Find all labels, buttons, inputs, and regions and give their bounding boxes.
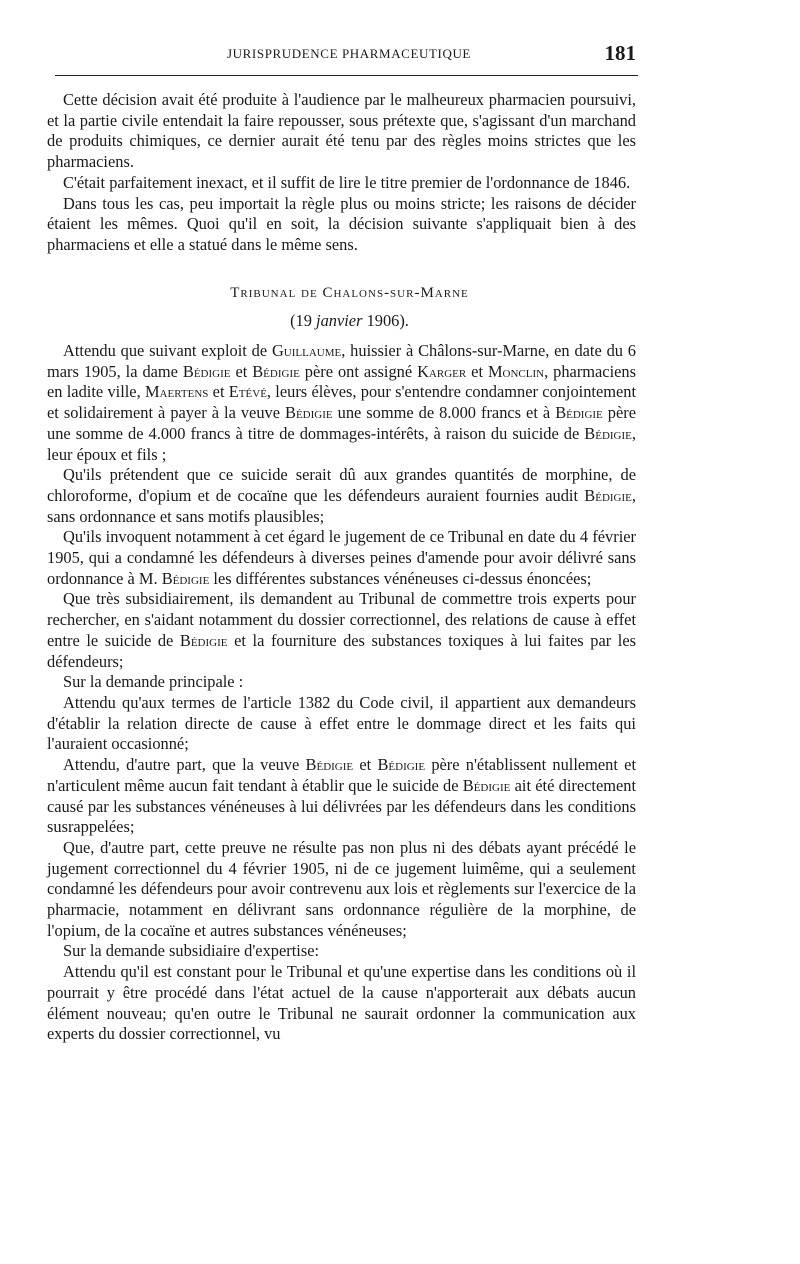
judgment-paragraph bbox=[47, 465, 636, 527]
text-run: et bbox=[208, 382, 229, 402]
judgment-paragraph: Que, d'autre part, cette preuve ne résulte pas non plus ni des débats ayant précédé le jugement correctionnel du 4 février 1905, ni de ce jugement luimême, qui a seulement condamné les défendeurs pour avoir contrevenu aux lois et règlements sur l'exercice de la pharmacie, notamment en délivrant sans ordonnance régulière de la morphine, de l'opium, de la cocaïne et autres substances vénéneuses; bbox=[47, 837, 636, 940]
date-part: 1906). bbox=[362, 311, 409, 331]
text-run: les différentes substances vénéneuses ci-dessus énoncées; bbox=[209, 568, 592, 588]
text-run: , leur époux et fils ; bbox=[47, 423, 636, 464]
person-name: Monclin bbox=[487, 361, 545, 381]
judgment-paragraph bbox=[47, 755, 636, 838]
person-name: Bédigie bbox=[179, 630, 228, 650]
page-body bbox=[47, 90, 636, 1045]
date-month: janvier bbox=[316, 311, 363, 331]
text-run: Attendu que suivant exploit de bbox=[63, 341, 272, 361]
person-name: Bédigie bbox=[584, 423, 632, 443]
text-run: père une somme de 4.000 francs à titre de dommages-intérêts, à raison du suicide de bbox=[47, 403, 636, 443]
text-run: Attendu, d'autre part, que la veuve bbox=[63, 755, 306, 775]
text-run: , sans ordonnance et sans motifs plausibles; bbox=[47, 485, 636, 526]
section-label: Sur la demande subsidiaire d'expertise: bbox=[63, 941, 320, 961]
header-rule bbox=[55, 75, 638, 76]
person-name: Guillaume bbox=[271, 341, 342, 361]
judgment-paragraph bbox=[47, 589, 636, 672]
person-name: Bédigie bbox=[555, 403, 603, 423]
text-run: , huissier à Châlons-sur-Marne, en date du 6 mars 1905, la dame bbox=[47, 341, 636, 381]
person-name: Karger bbox=[417, 361, 467, 381]
section-label: Sur la demande principale : bbox=[63, 672, 244, 692]
text-run: et bbox=[230, 361, 253, 381]
judgment-paragraph bbox=[47, 527, 636, 589]
text-run: une somme de 8.000 francs et à bbox=[332, 403, 556, 423]
person-name: Bédigie bbox=[285, 403, 333, 423]
person-name: Bédigie bbox=[252, 361, 300, 381]
date-part: (19 bbox=[290, 311, 317, 331]
intro-paragraph: Cette décision avait été produite à l'audience par le malheureux pharmacien poursuivi, et la partie civile entendait la faire repousser, sous prétexte que, s'agissant d'un marchand de produits chimiques, ce dernier aurait été tenu par des règles moins strictes que les pharmaciens. bbox=[47, 90, 636, 172]
text-run: Que très subsidiairement, ils demandent au Tribunal de commettre trois experts pour rechercher, en s'aidant notamment du dossier correctionnel, des relations de cause à effet entre le suicide de bbox=[47, 589, 636, 650]
text-run: et la fourniture des substances toxiques à lui faites par les défendeurs; bbox=[47, 630, 636, 671]
judgment-paragraph: Attendu qu'aux termes de l'article 1382 du Code civil, il appartient aux demandeurs d'établir la relation directe de cause à effet entre le dommage direct et les faits qui l'auraient occasionné; bbox=[47, 692, 636, 754]
person-name: Bédigie bbox=[584, 485, 632, 505]
text-run: père ont assigné bbox=[299, 361, 418, 381]
person-name: Maertens bbox=[144, 382, 209, 402]
text-run: , pharmaciens en ladite ville, bbox=[47, 361, 636, 402]
page-number: 181 bbox=[604, 41, 636, 65]
judgment-paragraph bbox=[47, 341, 636, 465]
judgment-date bbox=[47, 311, 636, 332]
text-run: ait été directement causé par les substances vénéneuses à lui délivrées par les défendeurs dans les conditions susrappelées; bbox=[47, 775, 637, 837]
person-name: Bédigie bbox=[161, 568, 210, 588]
person-name: Bédigie bbox=[377, 755, 426, 775]
text-run: et bbox=[353, 755, 378, 775]
court-heading: Tribunal de Chalons-sur-Marne bbox=[230, 284, 469, 301]
running-title: JURISPRUDENCE PHARMACEUTIQUE bbox=[227, 46, 471, 61]
person-name: Etévé bbox=[228, 382, 267, 402]
text-run: Qu'ils prétendent que ce suicide serait dû aux grandes quantités de morphine, de chloroforme, d'opium et de cocaïne que les défendeurs auraient fournies audit bbox=[47, 465, 636, 505]
judgment-paragraph: Attendu qu'il est constant pour le Tribunal et qu'une expertise dans les conditions où il pourrait y être procédé dans l'état actuel de la cause n'apporterait aux débats aucun élément nouveau; qu'en outre le Tribunal ne saurait ordonner la communication aux experts du dossier correctionnel, vu bbox=[47, 962, 636, 1044]
person-name: Bédigie bbox=[462, 775, 511, 795]
text-run: Qu'ils invoquent notamment à cet égard le jugement de ce Tribunal en date du 4 février 1905, qui a condamné les défendeurs à diverses peines d'amende pour avoir délivré sans ordonnance à M. bbox=[47, 527, 636, 588]
running-head bbox=[62, 41, 636, 68]
text-run: et bbox=[466, 361, 488, 381]
text-run: , leurs élèves, pour s'entendre condamner conjointement et solidairement à payer à la veuve bbox=[47, 382, 637, 423]
intro-paragraph: C'était parfaitement inexact, et il suffit de lire le titre premier de l'ordonnance de 1846. bbox=[63, 172, 631, 192]
text-run: père n'établissent nullement et n'articulent même aucun fait tendant à établir que le suicide de bbox=[47, 755, 637, 795]
person-name: Bédigie bbox=[305, 755, 354, 775]
person-name: Bédigie bbox=[182, 361, 231, 381]
intro-paragraph: Dans tous les cas, peu importait la règle plus ou moins stricte; les raisons de décider étaient les mêmes. Quoi qu'il en soit, la décision suivante s'appliquait bien à des pharmaciens et elle a statué dans le même sens. bbox=[47, 193, 636, 254]
